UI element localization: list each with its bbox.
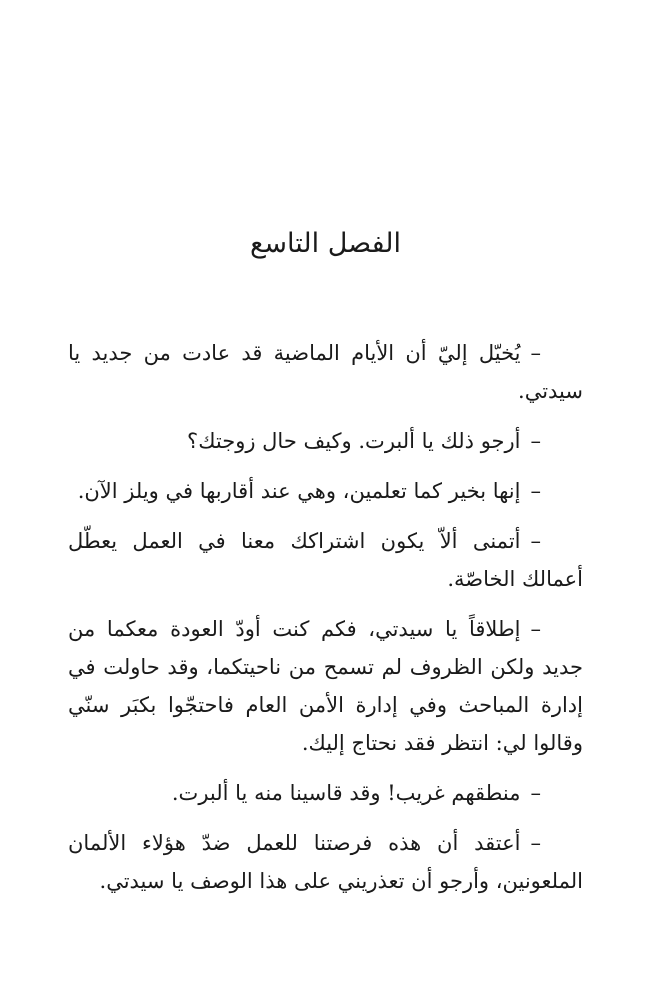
- dialogue-paragraph-4: [68, 522, 583, 598]
- dialogue-dash: –: [530, 617, 541, 641]
- dialogue-paragraph-1: [68, 334, 583, 410]
- dialogue-dash: –: [530, 341, 541, 365]
- paragraph-text: أتمنى ألاّ يكون اشتراكك معنا في العمل يعطّل أعمالك الخاصّة.: [68, 529, 583, 591]
- dialogue-dash: –: [530, 781, 541, 805]
- paragraph-text: إنها بخير كما تعلمين، وهي عند أقاربها في ويلز الآن.: [77, 479, 521, 503]
- dialogue-paragraph-2: [68, 422, 583, 460]
- dialogue-dash: –: [530, 831, 541, 855]
- paragraph-text: يُخيّل إليّ أن الأيام الماضية قد عادت من جديد يا سيدتي.: [68, 341, 583, 403]
- chapter-title: الفصل التاسع: [250, 228, 401, 259]
- paragraph-text: إطلاقاً يا سيدتي، فكم كنت أودّ العودة معكما من جديد ولكن الظروف لم تسمح من ناحيتكما، وقد حاولت في إدارة المباحث وفي إدارة الأمن العام فاحتجّوا بكبَر سنّي وقالوا لي: انتظر فقد نحتاج إليك.: [68, 617, 583, 755]
- dialogue-paragraph-3: [68, 472, 583, 510]
- paragraph-text: منطقهم غريب! وقد قاسينا منه يا ألبرت.: [171, 781, 521, 805]
- chapter-body: [68, 334, 583, 912]
- dialogue-dash: –: [530, 479, 541, 503]
- paragraph-text: أعتقد أن هذه فرصتنا للعمل ضدّ هؤلاء الألمان الملعونين، وأرجو أن تعذريني على هذا الوصف يا سيدتي.: [68, 831, 583, 893]
- dialogue-dash: –: [530, 429, 541, 453]
- dialogue-dash: –: [530, 529, 541, 553]
- paragraph-text: أرجو ذلك يا ألبرت. وكيف حال زوجتك؟: [187, 429, 521, 453]
- dialogue-paragraph-6: [68, 774, 583, 812]
- dialogue-paragraph-5: [68, 610, 583, 762]
- dialogue-paragraph-7: [68, 824, 583, 900]
